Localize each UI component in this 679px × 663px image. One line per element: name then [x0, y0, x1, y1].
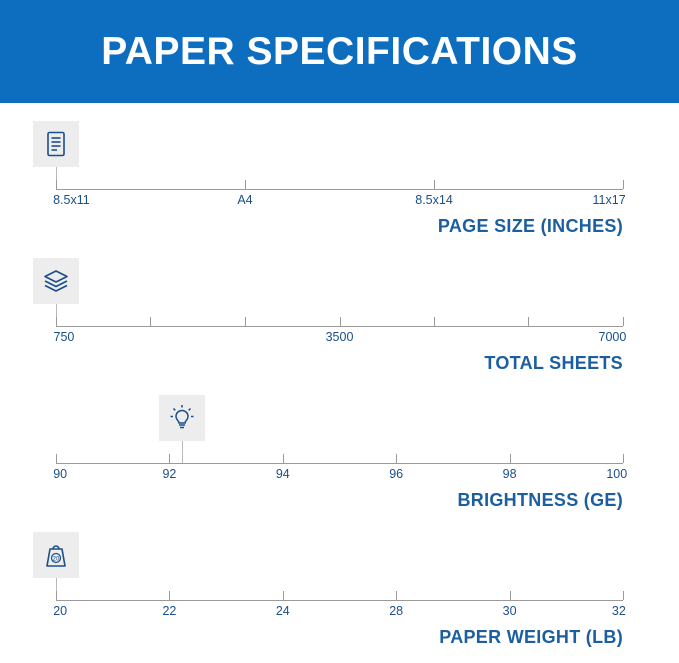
marker-stem [182, 441, 183, 463]
paper-weight-axis [53, 600, 626, 628]
axis-tick [56, 180, 57, 189]
stack-icon [33, 258, 79, 304]
header-banner [0, 0, 679, 103]
axis-tick [528, 317, 529, 326]
axis-tick-label: 7000 [598, 330, 627, 344]
axis-tick-label: 100 [606, 467, 628, 481]
axis-tick-label: 750 [53, 330, 75, 344]
axis-tick-label: 30 [502, 604, 517, 618]
spec-total-sheets [0, 240, 679, 377]
spec-paper-weight [0, 514, 679, 651]
axis-tick-label: 11x17 [592, 193, 626, 207]
spec-brightness [0, 377, 679, 514]
axis-tick-label: 96 [389, 467, 404, 481]
spec-page-size [0, 103, 679, 240]
axis-tick [283, 591, 284, 600]
axis-tick [283, 454, 284, 463]
axis-tick [56, 317, 57, 326]
axis-tick [169, 591, 170, 600]
weight-icon [33, 532, 79, 578]
axis-line [56, 463, 623, 464]
axis-tick-label: 90 [53, 467, 68, 481]
axis-tick-label: 32 [611, 604, 626, 618]
axis-tick [623, 180, 624, 189]
axis-tick [434, 317, 435, 326]
svg-text:20: 20 [52, 556, 60, 563]
axis-tick [623, 591, 624, 600]
axis-tick-label: 98 [502, 467, 517, 481]
spec-list [0, 103, 679, 651]
axis-tick-label: 3500 [325, 330, 354, 344]
axis-line [56, 189, 623, 190]
axis-tick [150, 317, 151, 326]
axis-tick-label: 24 [275, 604, 290, 618]
axis-tick-label: 20 [53, 604, 68, 618]
axis-line [56, 326, 623, 327]
axis-tick [56, 454, 57, 463]
brightness-axis [53, 463, 628, 491]
lightbulb-icon [159, 395, 205, 441]
axis-tick [623, 454, 624, 463]
spec-label-total-sheets: TOTAL SHEETS [484, 353, 623, 373]
axis-tick [396, 591, 397, 600]
spec-label-page-size: PAGE SIZE (INCHES) [437, 216, 623, 236]
axis-tick [510, 454, 511, 463]
axis-tick-label: 92 [162, 467, 177, 481]
axis-tick [245, 180, 246, 189]
axis-tick-label: 8.5x11 [53, 193, 90, 207]
axis-tick-label: 94 [275, 467, 290, 481]
axis-tick-label: 22 [162, 604, 177, 618]
spec-label-brightness: BRIGHTNESS (GE) [457, 490, 623, 510]
total-sheets-axis [53, 326, 627, 354]
axis-tick [56, 591, 57, 600]
page-title: PAPER SPECIFICATIONS [101, 29, 578, 73]
page-size-axis [53, 189, 626, 217]
axis-tick-label: A4 [237, 193, 253, 207]
axis-tick-label: 28 [389, 604, 404, 618]
axis-tick [245, 317, 246, 326]
axis-tick [434, 180, 435, 189]
spec-label-paper-weight: PAPER WEIGHT (LB) [439, 627, 623, 647]
axis-tick [623, 317, 624, 326]
axis-tick [340, 317, 341, 326]
axis-tick-label: 8.5x14 [415, 193, 453, 207]
axis-tick [169, 454, 170, 463]
axis-tick [396, 454, 397, 463]
axis-tick [510, 591, 511, 600]
axis-line [56, 600, 623, 601]
document-icon [33, 121, 79, 167]
